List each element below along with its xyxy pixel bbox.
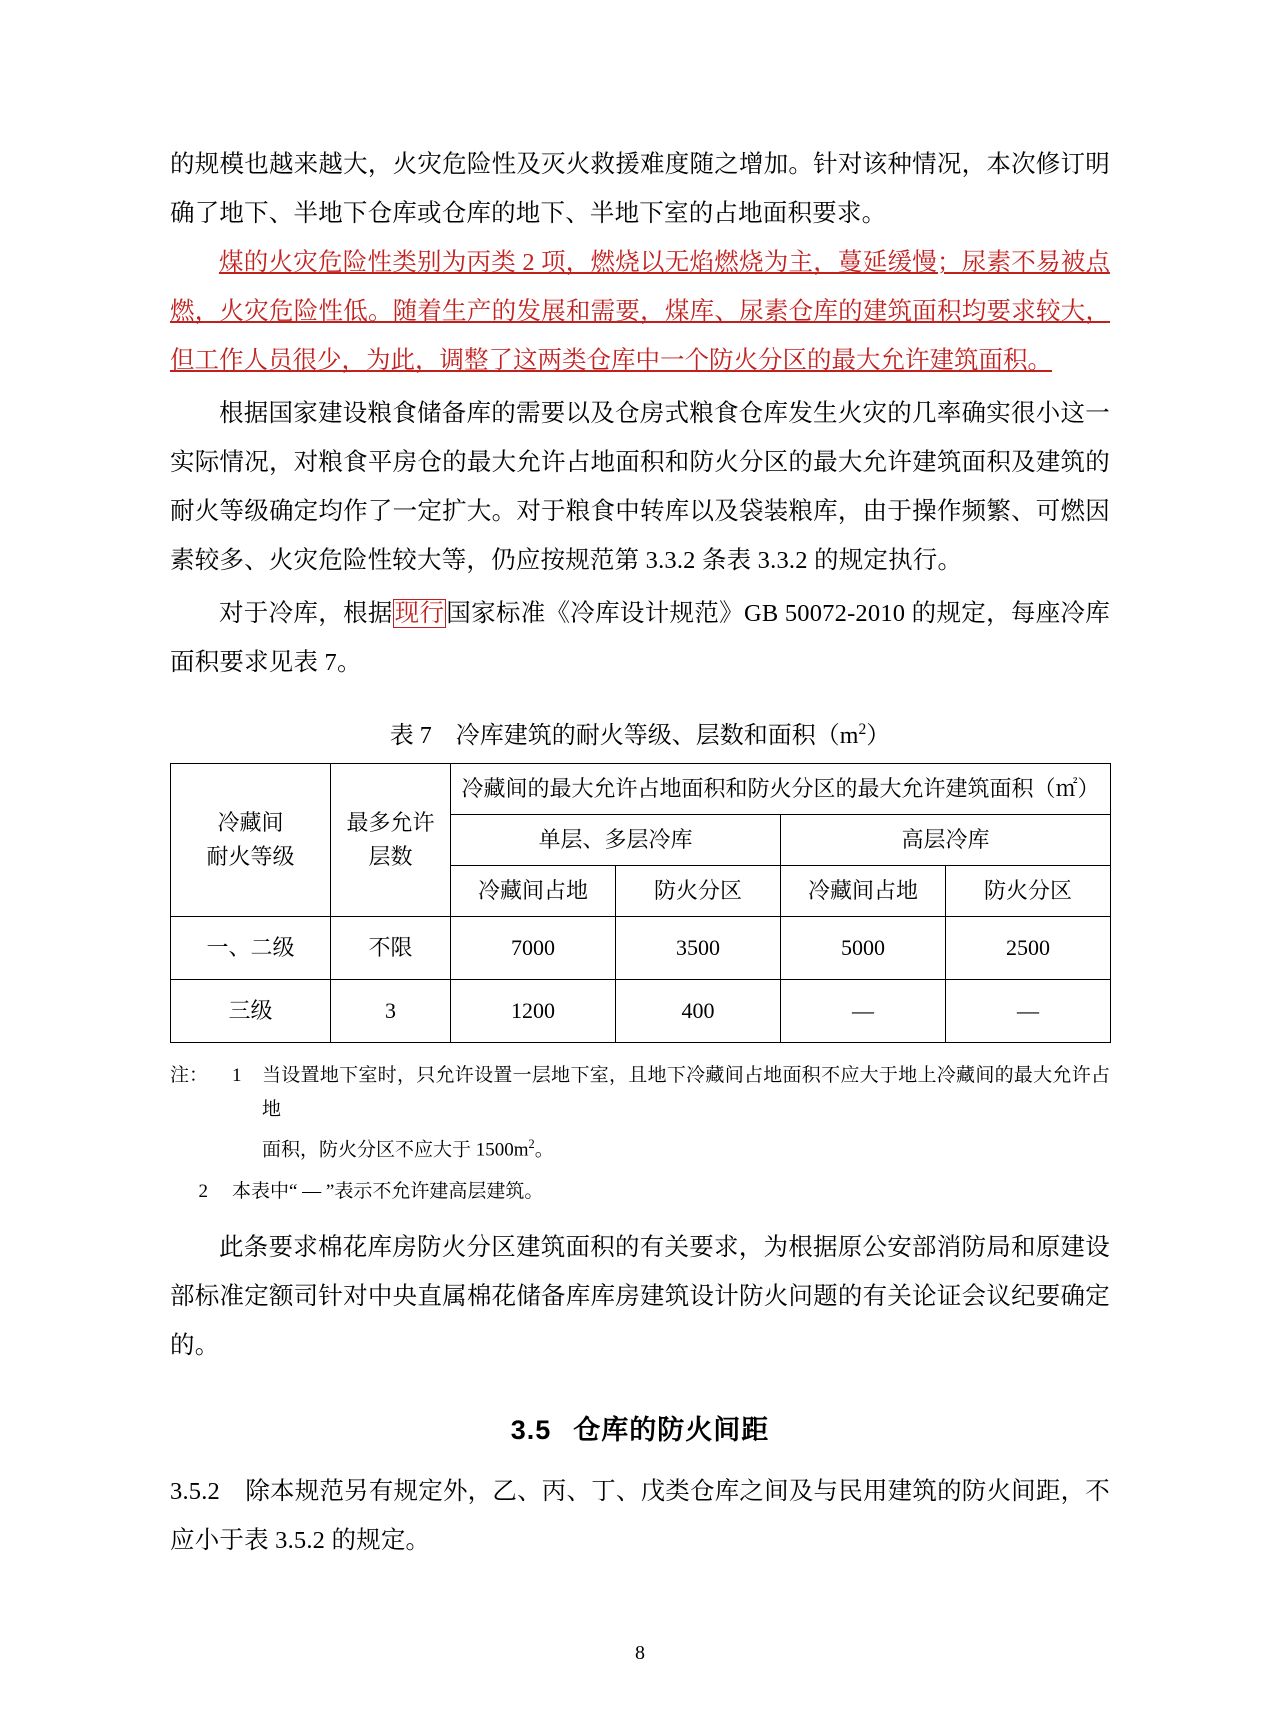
table-row bbox=[171, 980, 1111, 1043]
header-grade-line2: 耐火等级 bbox=[206, 844, 295, 869]
table-notes bbox=[170, 1059, 1110, 1209]
note-2-number: 2 bbox=[198, 1181, 208, 1203]
row2-hi-area: — bbox=[781, 980, 946, 1043]
paragraph-cold-storage bbox=[170, 589, 1110, 687]
note-1-number: 1 bbox=[232, 1065, 242, 1086]
row1-floors: 不限 bbox=[331, 917, 451, 980]
note-1-text: 当设置地下室时，只允许设置一层地下室，且地下冷藏间占地面积不应大于地上冷藏间的最大允许占地 bbox=[262, 1065, 1110, 1120]
row2-hi-zone: — bbox=[946, 980, 1111, 1043]
table-caption bbox=[170, 713, 1110, 753]
row2-ml-area: 1200 bbox=[451, 980, 616, 1043]
note-2-text: 本表中“ — ”表示不允许建高层建筑。 bbox=[232, 1181, 544, 1203]
note-1-cont-before: 面积，防火分区不应大于 1500m bbox=[262, 1139, 529, 1161]
section-title: 仓库的防火间距 bbox=[573, 1415, 770, 1446]
note-1-cont-after: 。 bbox=[534, 1139, 554, 1161]
boxed-annotation-current: 现行 bbox=[394, 600, 445, 627]
section-number: 3.5 bbox=[510, 1415, 552, 1446]
table-caption-title: 冷库建筑的耐火等级、层数和面积（m bbox=[455, 723, 859, 749]
page-number: 8 bbox=[635, 1642, 645, 1664]
row1-ml-zone: 3500 bbox=[616, 917, 781, 980]
table-header-row-1 bbox=[171, 764, 1111, 815]
header-group-multilayer: 单层、多层冷库 bbox=[451, 815, 781, 866]
header-group-top: 冷藏间的最大允许占地面积和防火分区的最大允许建筑面积（㎡） bbox=[451, 764, 1111, 815]
note-1 bbox=[170, 1059, 1110, 1127]
header-highrise-zone: 防火分区 bbox=[946, 866, 1111, 917]
table-caption-label: 表 7 bbox=[389, 723, 432, 749]
row1-grade: 一、二级 bbox=[171, 917, 331, 980]
clause-text: 除本规范另有规定外，乙、丙、丁、戊类仓库之间及与民用建筑的防火间距，不应小于表 3.5.2 的规定。 bbox=[170, 1478, 1110, 1555]
table-caption-sup: 2 bbox=[858, 721, 867, 738]
header-floors-line2: 层数 bbox=[368, 844, 413, 869]
row2-ml-zone: 400 bbox=[616, 980, 781, 1043]
header-grade-line1: 冷藏间 bbox=[217, 810, 284, 835]
note-label: 注： bbox=[170, 1065, 209, 1086]
header-multilayer-zone: 防火分区 bbox=[616, 866, 781, 917]
table-row bbox=[171, 917, 1111, 980]
paragraph-revision-red: 煤的火灾危险性类别为丙类 2 项，燃烧以无焰燃烧为主，蔓延缓慢；尿素不易被点燃，火灾危险性低。随着生产的发展和需要，煤库、尿素仓库的建筑面积均要求较大，但工作人员很少，为此，调整了这两类仓库中一个防火分区的最大允许建筑面积。 bbox=[170, 249, 1110, 374]
header-highrise-area: 冷藏间占地 bbox=[781, 866, 946, 917]
clause-number: 3.5.2 bbox=[170, 1478, 220, 1506]
cold-storage-text-before: 对于冷库，根据 bbox=[219, 600, 393, 627]
note-1-cont-sup: 2 bbox=[528, 1137, 535, 1151]
note-2 bbox=[170, 1175, 1110, 1209]
paragraph-intro: 的规模也越来越大，火灾危险性及灭火救援难度随之增加。针对该种情况，本次修订明确了地下、半地下仓库或仓库的地下、半地下室的占地面积要求。 bbox=[170, 151, 1110, 227]
row1-ml-area: 7000 bbox=[451, 917, 616, 980]
cold-storage-text-after: 国家标准《冷库设计规范》GB 50072-2010 的规定，每座冷库面积要求见表 7。 bbox=[170, 600, 1111, 676]
row1-hi-area: 5000 bbox=[781, 917, 946, 980]
paragraph-grain-storage: 根据国家建设粮食储备库的需要以及仓房式粮食仓库发生火灾的几率确实很小这一实际情况，对粮食平房仓的最大允许占地面积和防火分区的最大允许建筑面积及建筑的耐火等级确定均作了一定扩大。对于粮食中转库以及袋装粮库，由于操作频繁、可燃因素较多、火灾危险性较大等，仍应按规范第 3.3.2 条表 3.3.2 的规定执行。 bbox=[170, 400, 1110, 574]
table-caption-tail: ） bbox=[866, 723, 891, 749]
header-floors bbox=[331, 764, 451, 917]
clause-3-5-2 bbox=[170, 1467, 1110, 1565]
note-1-continued bbox=[170, 1127, 1110, 1167]
row1-hi-zone: 2500 bbox=[946, 917, 1111, 980]
header-group-highrise: 高层冷库 bbox=[781, 815, 1111, 866]
paragraph-cotton-warehouse: 此条要求棉花库房防火分区建筑面积的有关要求，为根据原公安部消防局和原建设部标准定额司针对中央直属棉花储备库库房建筑设计防火问题的有关论证会议纪要确定的。 bbox=[170, 1234, 1110, 1360]
header-grade bbox=[171, 764, 331, 917]
header-multilayer-area: 冷藏间占地 bbox=[451, 866, 616, 917]
section-heading bbox=[170, 1408, 1110, 1447]
row2-floors: 3 bbox=[331, 980, 451, 1043]
table-7-cold-storage bbox=[170, 763, 1111, 1043]
row2-grade: 三级 bbox=[171, 980, 331, 1043]
header-floors-line1: 最多允许 bbox=[346, 810, 435, 835]
